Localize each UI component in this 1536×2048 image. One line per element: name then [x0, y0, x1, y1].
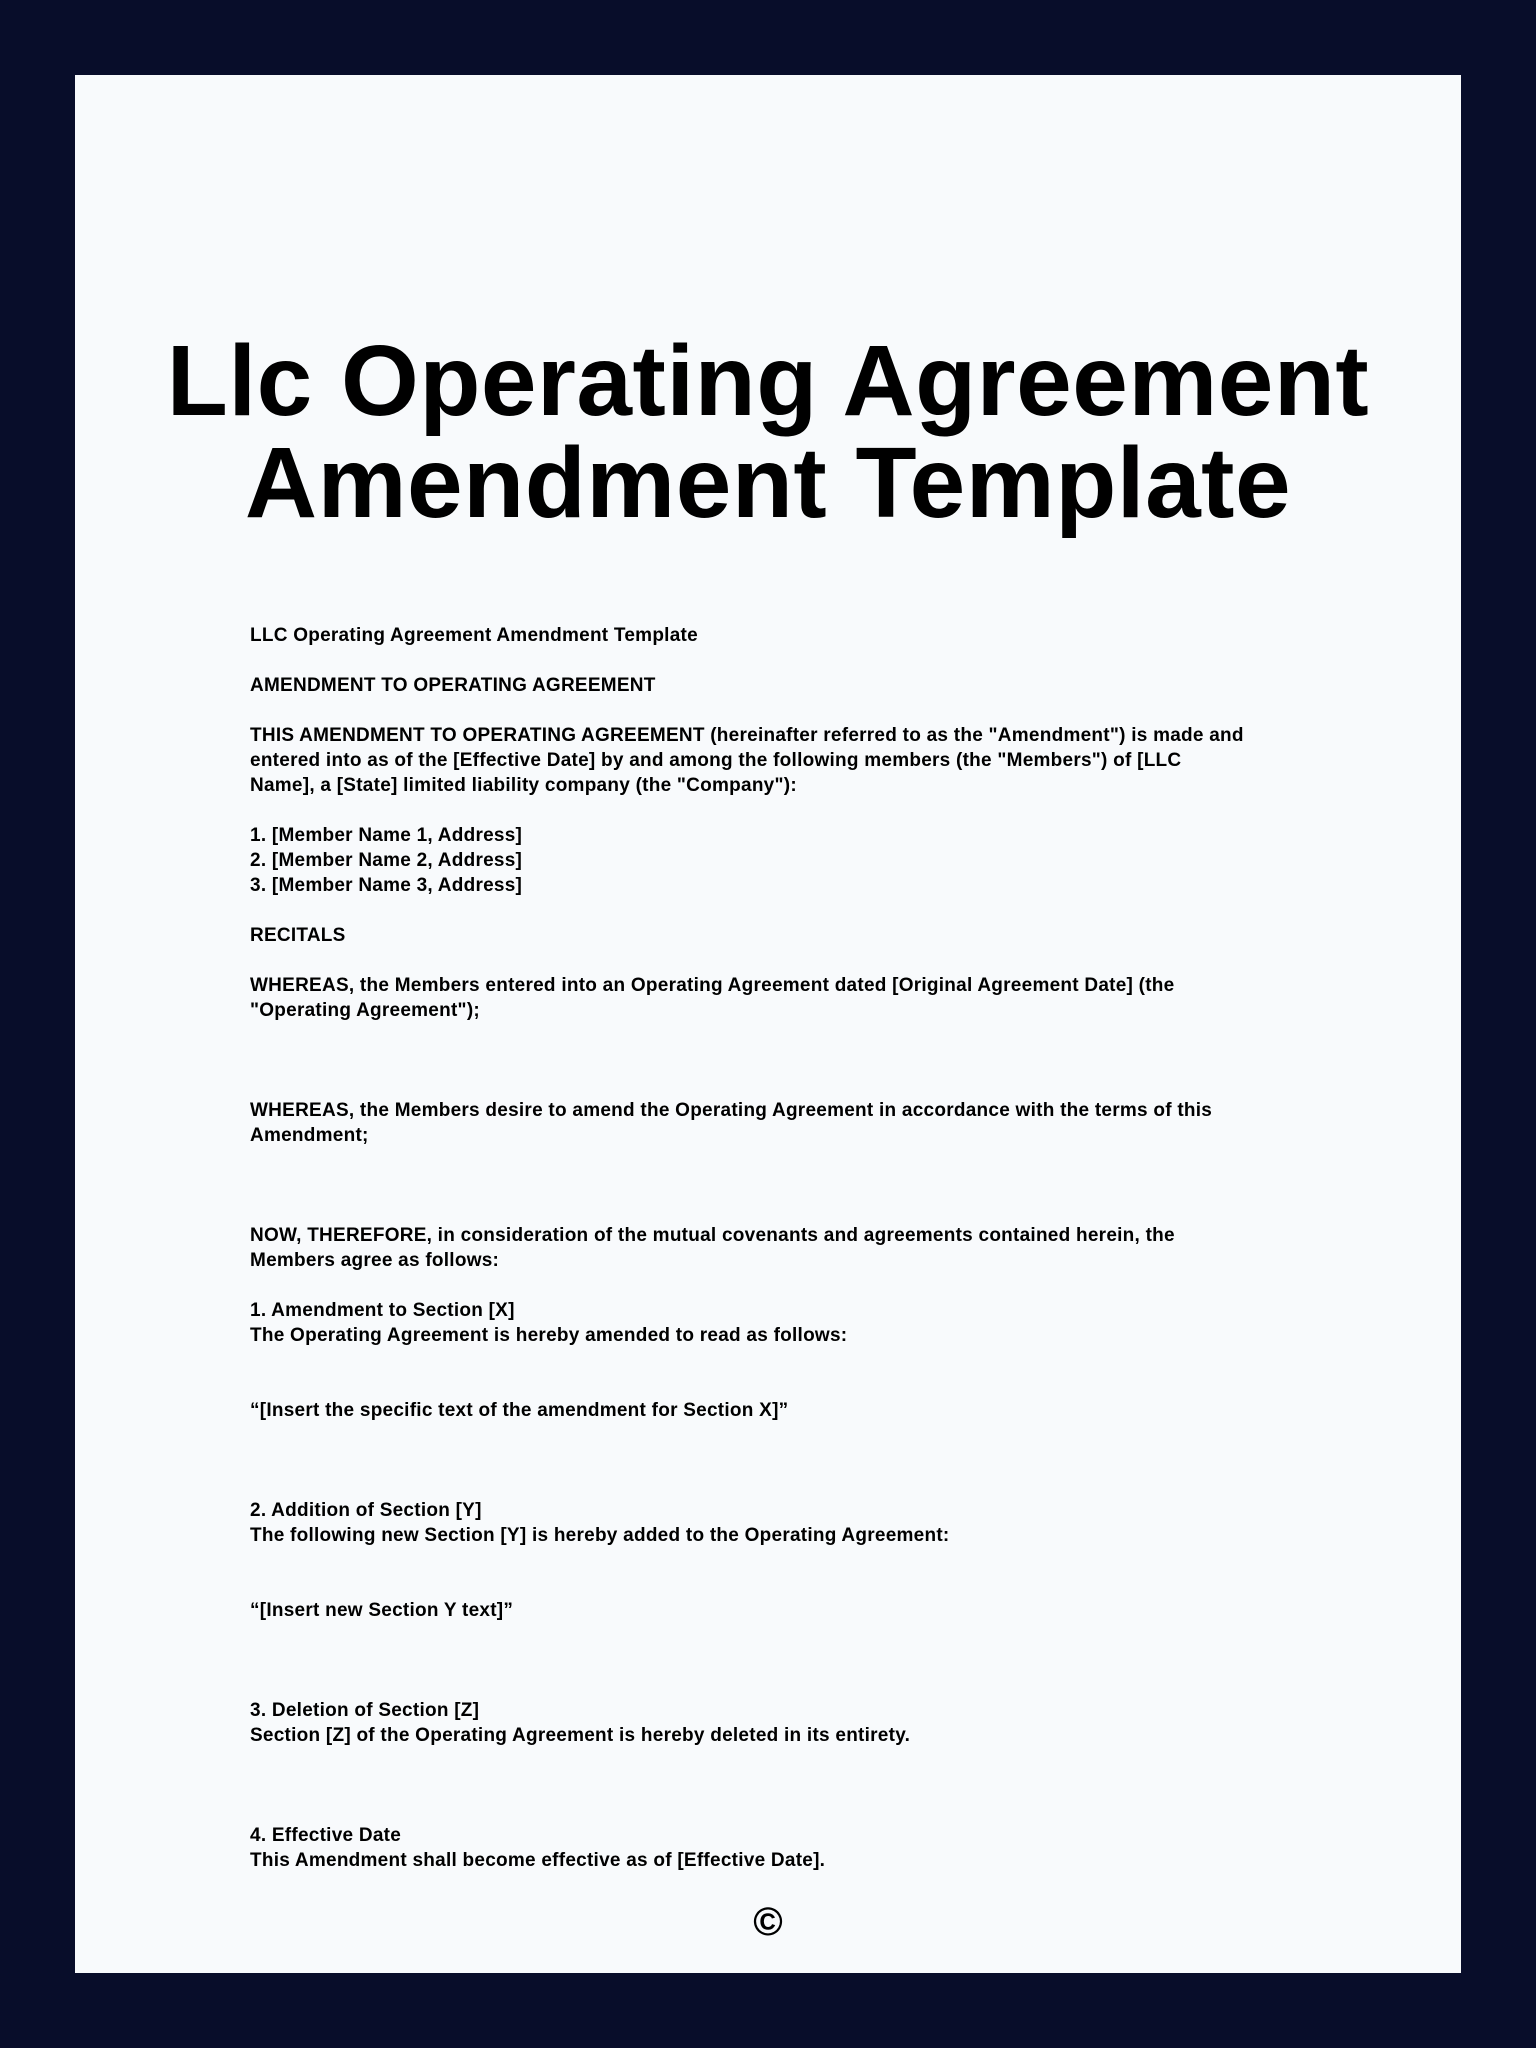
title-line-2: Amendment Template — [244, 427, 1292, 539]
section-4-heading: 4. Effective Date — [250, 1825, 402, 1846]
section-1-quote: “[Insert the specific text of the amendment for Section X]” — [250, 1400, 789, 1421]
whereas-2-line-2: Amendment; — [250, 1125, 369, 1146]
section-2-text: The following new Section [Y] is hereby added to the Operating Agreement: — [250, 1525, 950, 1546]
member-item: 1. [Member Name 1, Address] — [250, 825, 523, 846]
therefore-line-1: NOW, THEREFORE, in consideration of the mutual covenants and agreements contained herein, the — [250, 1225, 1175, 1246]
amendment-heading: AMENDMENT TO OPERATING AGREEMENT — [250, 675, 656, 696]
title-line-1: Llc Operating Agreement — [166, 325, 1370, 437]
whereas-1-line-1: WHEREAS, the Members entered into an Operating Agreement dated [Original Agreement Date] (the — [250, 975, 1175, 996]
section-1-text: The Operating Agreement is hereby amended to read as follows: — [250, 1325, 848, 1346]
section-3-text: Section [Z] of the Operating Agreement is hereby deleted in its entirety. — [250, 1725, 911, 1746]
page-title — [75, 325, 1461, 539]
section-2-heading: 2. Addition of Section [Y] — [250, 1500, 482, 1521]
whereas-1-line-2: "Operating Agreement"); — [250, 1000, 480, 1021]
copyright-icon: © — [753, 1900, 783, 1944]
section-3-heading: 3. Deletion of Section [Z] — [250, 1700, 480, 1721]
section-1-heading: 1. Amendment to Section [X] — [250, 1300, 515, 1321]
therefore-line-2: Members agree as follows: — [250, 1250, 500, 1271]
intro-line-3: Name], a [State] limited liability company (the "Company"): — [250, 775, 797, 796]
document-page — [75, 75, 1461, 1973]
section-2-quote: “[Insert new Section Y text]” — [250, 1600, 514, 1621]
member-item: 2. [Member Name 2, Address] — [250, 850, 523, 871]
document-header: LLC Operating Agreement Amendment Template — [250, 625, 698, 646]
document-body — [250, 623, 1370, 1873]
recitals-heading: RECITALS — [250, 925, 346, 946]
intro-line-1: THIS AMENDMENT TO OPERATING AGREEMENT (hereinafter referred to as the "Amendment") is made and — [250, 725, 1244, 746]
intro-line-2: entered into as of the [Effective Date] by and among the following members (the "Members") of [LLC — [250, 750, 1182, 771]
section-4-text: This Amendment shall become effective as of [Effective Date]. — [250, 1850, 826, 1871]
member-item: 3. [Member Name 3, Address] — [250, 875, 523, 896]
whereas-2-line-1: WHEREAS, the Members desire to amend the Operating Agreement in accordance with the terms of this — [250, 1100, 1213, 1121]
